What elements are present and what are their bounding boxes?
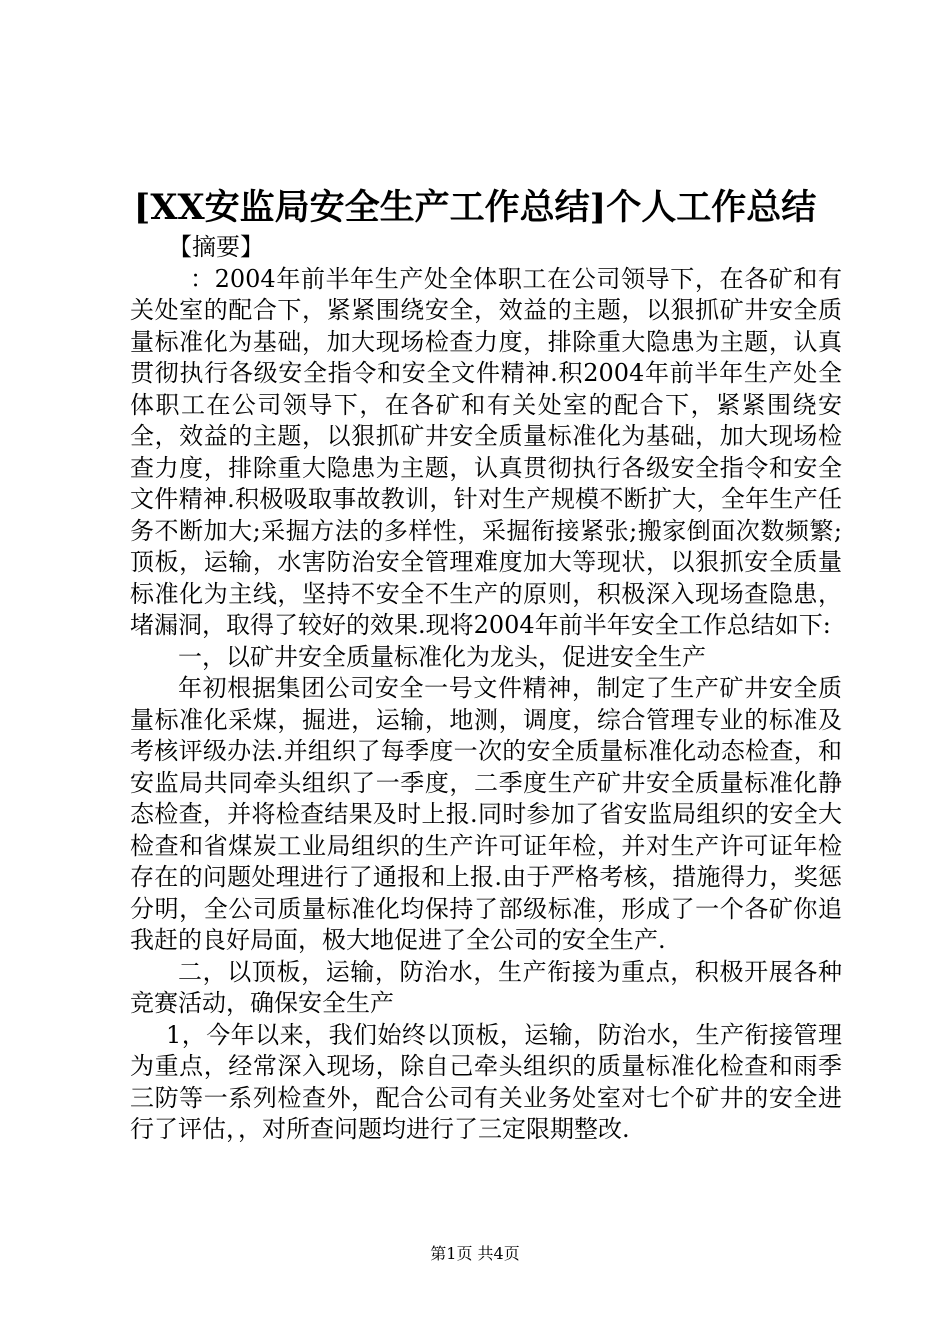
- section-paragraph-1: 年初根据集团公司安全一号文件精神，制定了生产矿井安全质量标准化采煤，掘进，运输，地测，调度，综合管理专业的标准及考核评级办法.并组织了每季度一次的安全质量标准化动态检查，和安监局共同牵头组织了一季度，二季度生产矿井安全质量标准化静态检查，并将检查结果及时上报.同时参加了省安监局组织的安全大检查和省煤炭工业局组织的生产许可证年检，并对生产许可证年检存在的问题处理进行了通报和上报.由于严格考核，措施得力，奖惩分明，全公司质量标准化均保持了部级标准，形成了一个各矿你追我赶的良好局面，极大地促进了全公司的安全生产.: [130, 674, 842, 954]
- section-heading-1: 一，以矿井安全质量标准化为龙头，促进安全生产: [178, 642, 706, 671]
- abstract-label: 【摘要】: [168, 233, 264, 261]
- section-heading-2: 二，以顶板，运输，防治水，生产衔接为重点，积极开展各种竞赛活动，确保安全生产: [130, 957, 842, 1017]
- page-footer: 第1页 共4页: [430, 1244, 520, 1263]
- section-paragraph-2: 1，今年以来，我们始终以顶板，运输，防治水，生产衔接管理为重点，经常深入现场，除自己牵头组织的质量标准化检查和雨季三防等一系列检查外，配合公司有关业务处室对七个矿井的安全进行了评估，，对所查问题均进行了三定限期整改.: [130, 1020, 842, 1143]
- abstract-paragraph: ：2004年前半年生产处全体职工在公司领导下，在各矿和有关处室的配合下，紧紧围绕安全，效益的主题，以狠抓矿井安全质量标准化为基础，加大现场检查力度，排除重大隐患为主题，认真贯彻执行各级安全指令和安全文件精神.积2004年前半年生产处全体职工在公司领导下，在各矿和有关处室的配合下，紧紧围绕安全，效益的主题，以狠抓矿井安全质量标准化为基础，加大现场检查力度，排除重大隐患为主题，认真贯彻执行各级安全指令和安全文件精神.积极吸取事故教训，针对生产规模不断扩大，全年生产任务不断加大;采掘方法的多样性，采掘衔接紧张;搬家倒面次数频繁;顶板，运输，水害防治安全管理难度加大等现状，以狠抓安全质量标准化为主线，坚持不安全不生产的原则，积极深入现场查隐患，堵漏洞，取得了较好的效果.现将2004年前半年安全工作总结如下:: [130, 264, 842, 639]
- document-body: [130, 232, 842, 1146]
- document-title: [XX安监局安全生产工作总结]个人工作总结: [133, 187, 817, 228]
